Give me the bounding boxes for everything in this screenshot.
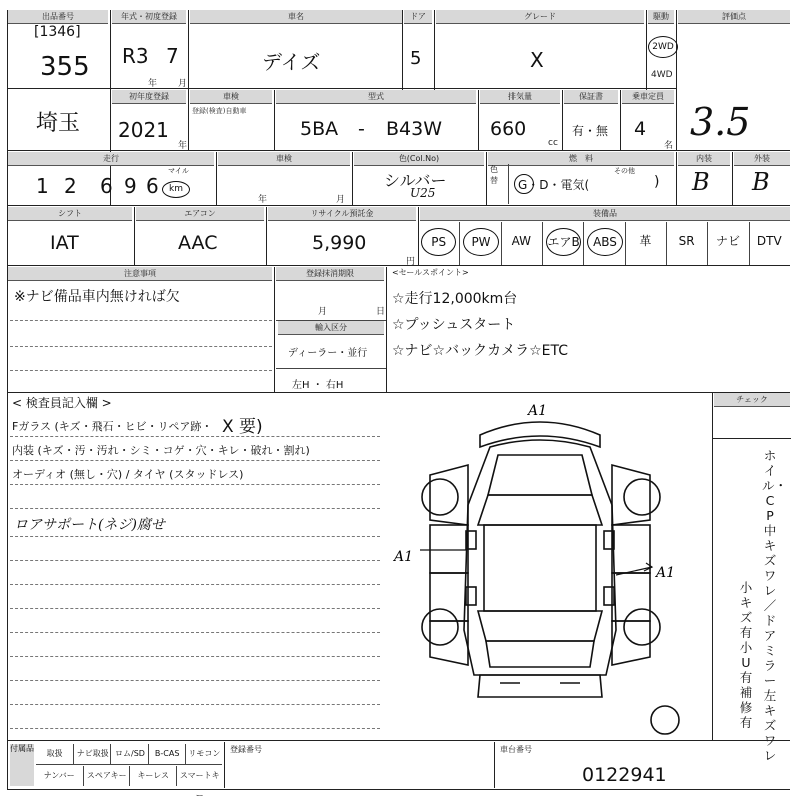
sales-point-2: ☆プッシュスタート — [392, 317, 516, 333]
header-inspection: 車検 — [190, 90, 272, 104]
wheel-rear-left — [422, 609, 458, 645]
header-exterior: 外装 — [734, 152, 790, 166]
self-use-label: 登録(検査)自動車 — [192, 107, 247, 115]
header-drive: 駆動 — [648, 10, 674, 24]
notes-text: ※ナビ備品車内無ければ欠 — [14, 289, 180, 305]
equipment-label: AW — [511, 234, 532, 248]
header-equipment: 装備品 — [420, 207, 790, 221]
car-body — [464, 440, 616, 675]
equipment-label: PW — [463, 228, 498, 256]
header-lot: 出品番号 — [8, 10, 108, 24]
header-first-reg: 初年度登録 — [112, 90, 186, 104]
header-notes: 注意事項 — [8, 267, 272, 281]
footer-item: B-CAS — [148, 744, 186, 764]
wheel-front-left — [422, 479, 458, 515]
recycle-unit: 円 — [406, 257, 416, 267]
first-reg-unit: 年 — [178, 141, 188, 151]
fuel-close: ) — [654, 174, 660, 190]
interior-score: B — [692, 168, 710, 196]
windshield — [478, 495, 602, 525]
hood — [488, 455, 592, 495]
equipment-label: エアB — [546, 228, 581, 256]
equipment-label: ナビ — [715, 234, 740, 248]
footer-item: ナンバー — [43, 771, 75, 780]
inspector-title: < 検査員記入欄 > — [12, 396, 112, 410]
header-sales-points: <セールスポイント> — [392, 268, 469, 277]
header-year: 年式・初度登録 — [112, 10, 186, 24]
header-interior: 内装 — [678, 152, 730, 166]
ownership-value: 有・無 — [572, 124, 609, 138]
chassis-label: 車台番号 — [500, 745, 532, 754]
doors-value: 5 — [410, 48, 422, 69]
chassis-number: 0122941 — [582, 764, 667, 786]
drive-4wd: 4WD — [651, 70, 673, 80]
footer-row-2 — [36, 766, 222, 800]
header-color: 色(Col.No) — [354, 152, 484, 166]
footer-side-label: 付属品 — [10, 744, 34, 786]
header-model: 型式 — [276, 90, 476, 104]
fuel-other: その他 — [614, 167, 635, 175]
reg-month-unit: 月 — [318, 307, 328, 317]
color-name: シルバー — [384, 171, 447, 190]
door-rear-left — [430, 573, 468, 621]
header-capacity: 乗車定員 — [622, 90, 674, 104]
model-prefix: 5BA — [300, 118, 339, 140]
remark-vertical-2: 小キズ有 小U有 補修有 — [739, 580, 765, 730]
color-change-label: 色替 — [490, 165, 498, 185]
header-displacement: 排気量 — [480, 90, 560, 104]
header-recycle: リサイクル預託金 — [268, 207, 416, 221]
equipment-item — [666, 222, 708, 265]
year-month: 7 — [166, 44, 179, 68]
equipment-label: PS — [421, 228, 456, 256]
header-import: 輸入区分 — [278, 321, 384, 335]
equipment-item — [625, 222, 667, 265]
equipment-label: ABS — [587, 228, 622, 256]
door-rear-right — [612, 573, 650, 621]
mileage-digit: 6 — [100, 174, 113, 198]
footer-item: キーレス — [129, 766, 177, 786]
front-bumper — [480, 422, 600, 447]
capacity-unit: 名 — [664, 141, 674, 151]
wheel-front-right — [624, 479, 660, 515]
recycle-value: 5,990 — [312, 232, 367, 254]
displacement-value: 660 — [490, 118, 527, 140]
mark-right: A1 — [656, 565, 676, 581]
header-fuel: 燃 料 — [488, 152, 674, 166]
model-code: B43W — [386, 118, 442, 140]
footer-item: ナビ取扱 — [73, 744, 111, 764]
rear-bumper — [478, 675, 602, 697]
mileage-digit: 2 — [64, 174, 77, 198]
sales-point-3: ☆ナビ☆バックカメラ☆ETC — [392, 343, 569, 359]
inspector-glass: Fガラス (キズ・飛石・ヒビ・リペア跡・ — [12, 420, 213, 433]
steering-value: 左H ・ 右H — [292, 380, 344, 391]
equipment-label: 革 — [639, 234, 652, 248]
header-car-name: 車名 — [190, 10, 402, 24]
score-handwritten: 3.5 — [690, 100, 751, 144]
car-damage-diagram — [380, 395, 710, 740]
equipment-item — [459, 222, 501, 265]
inspection-year-unit: 年 — [258, 195, 268, 205]
grade-value: X — [530, 48, 544, 72]
mileage-unit-alt: マイル — [168, 167, 189, 175]
footer-item: リモコン — [185, 744, 223, 764]
header-doors: ドア — [404, 10, 432, 24]
mileage-digit: 6 — [146, 174, 159, 198]
color-code: U25 — [410, 186, 436, 200]
header-check: チェック — [714, 393, 790, 407]
rear-window — [478, 611, 602, 641]
inspector-audio: オーディオ (無し・穴) / タイヤ (スタッドレス) — [12, 468, 244, 481]
capacity-value: 4 — [634, 118, 647, 140]
fuel-options: G・D・電気( — [518, 178, 590, 192]
mileage-digit: 9 — [124, 174, 137, 198]
equipment-row — [418, 222, 790, 265]
footer-item: スペアキー — [83, 766, 131, 786]
header-ownership: 保証書 — [564, 90, 618, 104]
equipment-item — [542, 222, 584, 265]
first-reg-year: 2021 — [118, 118, 169, 142]
import-value: ディーラー・並行 — [288, 348, 368, 359]
remark-vertical-1: ホイル・CP中キズ ワレ／ドアミラー左キズ ワレ — [762, 448, 788, 763]
header-inspection-2: 車検 — [218, 152, 350, 166]
equipment-item — [418, 222, 459, 265]
car-name: デイズ — [262, 50, 321, 74]
inspection-month-unit: 月 — [336, 195, 346, 205]
mark-front: A1 — [528, 403, 548, 419]
drive-2wd-circled: 2WD — [648, 36, 678, 58]
trunk — [486, 641, 594, 667]
month-unit: 月 — [178, 79, 188, 89]
displacement-unit: cc — [548, 138, 558, 148]
footer-item: 取扱 — [46, 749, 63, 758]
equipment-item — [583, 222, 625, 265]
roof — [484, 525, 596, 611]
door-front-left — [430, 525, 468, 573]
equipment-label: SR — [678, 234, 695, 248]
ac-value: AAC — [178, 232, 218, 254]
year-era: R3 — [122, 44, 149, 68]
mileage-unit-circled: km — [162, 181, 190, 198]
door-front-right — [612, 525, 650, 573]
spare-wheel — [651, 706, 679, 734]
inspector-handwritten: ロアサポート(ネジ)腐せ — [14, 517, 165, 533]
equipment-label: DTV — [756, 234, 782, 248]
header-ac: エアコン — [136, 207, 264, 221]
lot-bracket: [1346] — [34, 24, 81, 40]
sales-point-1: ☆走行12,000km台 — [392, 291, 518, 307]
equipment-item — [707, 222, 749, 265]
reg-day-unit: 日 — [376, 307, 386, 317]
header-mileage: 走行 — [8, 152, 214, 166]
footer-item: スマートキー — [176, 766, 224, 786]
footer-item: ロム/SD — [110, 744, 148, 764]
header-eval: 評価点 — [678, 10, 790, 24]
inspector-glass-need: X 要) — [222, 417, 263, 437]
exterior-score: B — [752, 168, 770, 196]
equipment-item — [501, 222, 543, 265]
header-registration: 登録抹消期限 — [276, 267, 384, 281]
mileage-digit: 1 — [36, 174, 49, 198]
shift-value: IAT — [50, 232, 79, 254]
inspector-interior: 内装 (キズ・汚・汚れ・シミ・コゲ・穴・キレ・破れ・割れ) — [12, 444, 310, 457]
wheel-rear-right — [624, 609, 660, 645]
equipment-item — [749, 222, 791, 265]
header-shift: シフト — [8, 207, 132, 221]
footer-row-1 — [36, 744, 222, 765]
header-grade: グレード — [436, 10, 644, 24]
reg-no-label: 登録番号 — [230, 745, 262, 754]
model-dash: - — [358, 118, 365, 140]
region-value: 埼玉 — [36, 111, 81, 136]
year-unit: 年 — [148, 79, 158, 89]
lot-number: 355 — [40, 52, 90, 82]
mark-left: A1 — [394, 549, 414, 565]
